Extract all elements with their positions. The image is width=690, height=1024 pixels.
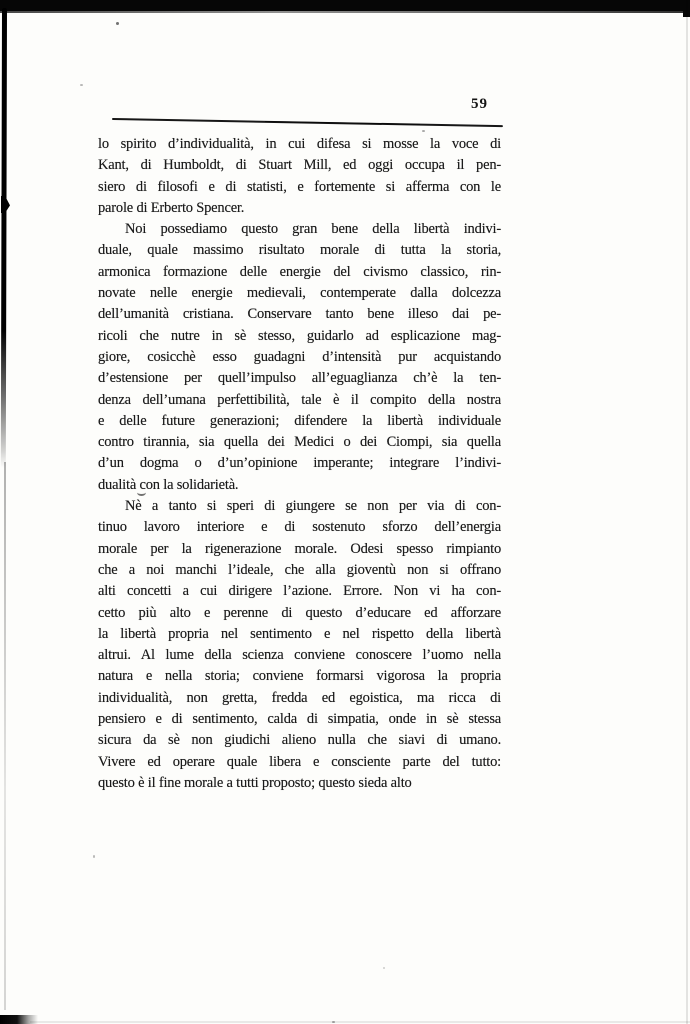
text-line: sicura da sè non giudichi alieno nulla che siavi di umano. bbox=[98, 732, 501, 749]
text-line: pensiero e di sentimento, calda di simpatia, onde in sè stessa bbox=[98, 711, 501, 728]
text-line: alti concetti a cui dirigere l’azione. Errore. Non vi ha con- bbox=[98, 583, 501, 600]
text-line: natura e nella storia; conviene formarsi vigorosa la propria bbox=[98, 668, 501, 685]
text-line: Noi possediamo questo gran bene della libertà indivi- bbox=[125, 221, 501, 238]
text-line: cetto più alto e perenne di questo d’educare ed afforzare bbox=[98, 604, 501, 621]
text-line: novate nelle energie medievali, contemperate dalla dolcezza bbox=[98, 285, 501, 302]
text-line: e delle future generazioni; difendere la libertà individuale bbox=[98, 412, 501, 429]
text-line: parole di Erberto Spencer. bbox=[98, 199, 245, 216]
text-line: che a noi manchi l’ideale, che alla gioventù non si offrano bbox=[98, 561, 501, 578]
text-line: altrui. Al lume della scienza conviene conoscere l’uomo nella bbox=[98, 647, 501, 664]
text-line: denza dell’umana perfettibilità, tale è il compito della nostra bbox=[98, 391, 501, 408]
text-line: d’un dogma o d’un’opinione imperante; integrare l’indivi- bbox=[98, 455, 501, 472]
text-line: Kant, di Humboldt, di Stuart Mill, ed oggi occupa il pen- bbox=[98, 157, 501, 174]
ink-speck bbox=[93, 855, 95, 858]
text-line: contro tirannia, sia quella dei Medici o dei Ciompi, sia quella bbox=[98, 434, 501, 451]
text-line: armonica formazione delle energie del civismo classico, rin- bbox=[98, 263, 501, 280]
text-line: duale, quale massimo risultato morale di tutta la storia, bbox=[98, 242, 501, 259]
text-line: Vivere ed operare quale libera e consciente parte del tutto: bbox=[98, 753, 501, 770]
left-scan-edge-faint-line bbox=[4, 462, 6, 1010]
text-line: siero di filosofi e di statisti, e fortemente si afferma con le bbox=[98, 178, 501, 195]
text-line: tinuo lavoro interiore e di sostenuto sforzo dell’energia bbox=[98, 519, 501, 536]
text-line: lo spirito d’individualità, in cui difesa si mosse la voce di bbox=[98, 136, 501, 152]
ink-speck bbox=[422, 130, 425, 132]
ink-speck bbox=[332, 1021, 335, 1023]
text-line: questo è il fine morale a tutti proposto; questo sieda alto bbox=[98, 774, 412, 791]
page-number: 59 bbox=[471, 96, 488, 112]
paragraph bbox=[98, 134, 501, 219]
ink-speck bbox=[383, 967, 385, 969]
paragraph bbox=[98, 496, 501, 794]
text-line: Nè a tanto si speri di giungere se non per via di con- bbox=[125, 498, 501, 515]
paragraph bbox=[98, 219, 501, 496]
body-text bbox=[98, 134, 501, 794]
text-line: morale per la rigenerazione morale. Odesi spesso rimpianto bbox=[98, 540, 501, 557]
text-line: individualità, non gretta, fredda ed egoistica, ma ricca di bbox=[98, 689, 501, 706]
top-scan-edge-shadow bbox=[0, 11, 690, 13]
text-line: giore, cosicchè esso guadagni d’intensità pur acquistando bbox=[98, 348, 501, 365]
text-line: ricoli che nutre in sè stesso, guidarlo ad esplicazione mag- bbox=[98, 327, 501, 344]
left-scan-edge-blot bbox=[1, 196, 10, 213]
ink-speck bbox=[80, 84, 83, 86]
text-line: dell’umanità cristiana. Conservare tanto bene illeso dai pe- bbox=[98, 306, 501, 323]
top-scan-edge-artifact bbox=[0, 0, 690, 11]
right-scan-edge-faint-line bbox=[686, 0, 688, 1024]
text-line: d’estensione per quell’impulso all’eguaglianza ch’è la ten- bbox=[98, 370, 501, 387]
bottom-scan-edge-faint-line bbox=[30, 1021, 690, 1023]
bottom-left-scan-smudge bbox=[0, 1015, 38, 1024]
ink-speck bbox=[116, 22, 119, 25]
text-line: la libertà propria nel sentimento e nel rispetto della libertà bbox=[98, 625, 501, 642]
left-scan-edge-artifact bbox=[1, 8, 7, 468]
text-line: dualità con la solidarietà. bbox=[98, 476, 239, 493]
